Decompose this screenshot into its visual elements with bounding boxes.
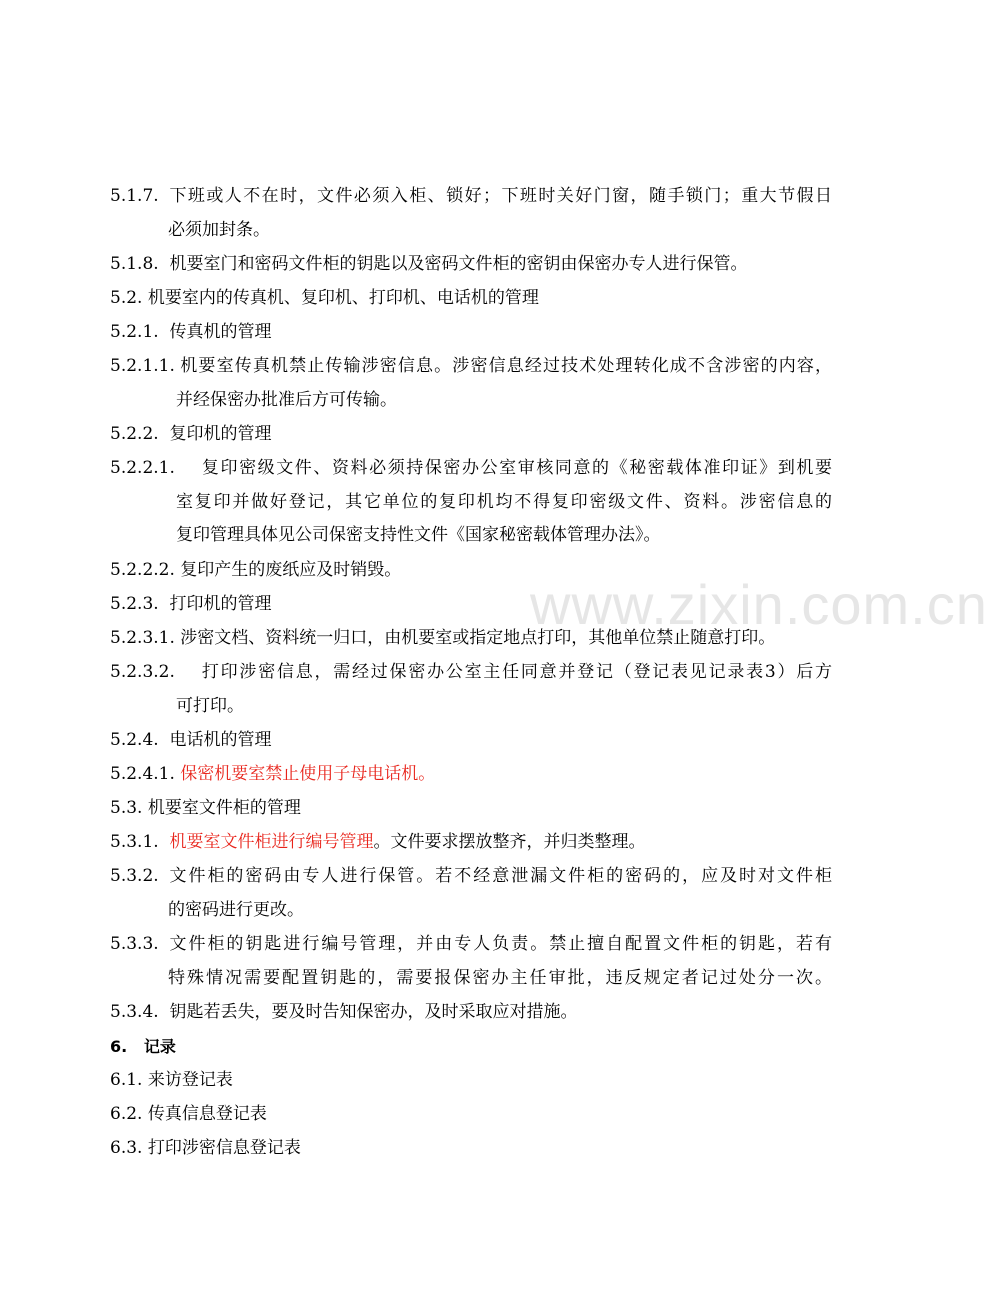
clause-text: 机要室门和密码文件柜的钥匙以及密码文件柜的密钥由保密办专人进行保管。 <box>169 254 748 274</box>
clause-number: 5.3.2. <box>110 866 170 886</box>
record-number: 6.1. <box>110 1070 148 1090</box>
section-title: 电话机的管理 <box>169 730 272 750</box>
section-5-2-2 <box>110 418 832 452</box>
section-title: 传真机的管理 <box>169 322 272 342</box>
section-5-2-3 <box>110 588 832 622</box>
clause-text: 钥匙若丢失，要及时告知保密办，及时采取应对措施。 <box>169 1002 578 1022</box>
clause-continuation: 并经保密办批准后方可传输。 <box>176 389 397 410</box>
clause-number: 5.1.8. <box>110 254 170 274</box>
clause-5-2-3-1 <box>110 622 832 656</box>
section-number: 5.2.1. <box>110 322 170 342</box>
clause-number: 5.3.1. <box>110 832 170 852</box>
clause-number: 5.2.3.1. <box>110 628 181 648</box>
clause-text: 复印产生的废纸应及时销毁。 <box>180 560 402 580</box>
clause-text: 复印密级文件、资料必须持保密办公室审核同意的《秘密载体准印证》到机要 <box>201 458 832 478</box>
clause-continuation: 必须加封条。 <box>168 219 270 240</box>
clause-continuation: 室复印并做好登记，其它单位的复印机均不得复印密级文件、资料。涉密信息的 <box>176 491 832 512</box>
clause-number: 5.2.1.1. <box>110 356 181 376</box>
clause-text: 文件柜的钥匙进行编号管理，并由专人负责。禁止擅自配置文件柜的钥匙，若有 <box>169 934 832 954</box>
section-number: 5.2.2. <box>110 424 170 444</box>
clause-continuation: 特殊情况需要配置钥匙的，需要报保密办主任审批，违反规定者记过处分一次。 <box>168 967 832 988</box>
clause-5-3-2 <box>110 860 832 927</box>
clause-5-3-4 <box>110 996 832 1030</box>
section-number: 5.2.4. <box>110 730 170 750</box>
section-number: 5.2.3. <box>110 594 170 614</box>
clause-text: 涉密文档、资料统一归口，由机要室或指定地点打印，其他单位禁止随意打印。 <box>180 628 776 648</box>
clause-number: 5.2.2.1. <box>110 458 202 478</box>
section-5-3 <box>110 792 832 826</box>
clause-5-2-4-1 <box>110 758 832 792</box>
clause-5-1-8 <box>110 248 832 282</box>
clause-text: 打印涉密信息，需经过保密办公室主任同意并登记（登记表见记录表3）后方 <box>201 662 832 682</box>
record-6-3 <box>110 1132 832 1166</box>
clause-5-3-1 <box>110 826 832 860</box>
clause-number: 5.1.7. <box>110 186 170 206</box>
record-6-1 <box>110 1064 832 1098</box>
section-title: 复印机的管理 <box>169 424 272 444</box>
clause-continuation: 可打印。 <box>176 695 244 716</box>
clause-continuation: 的密码进行更改。 <box>168 899 304 920</box>
clause-text: 。文件要求摆放整齐，并归类整理。 <box>373 832 646 852</box>
clause-number: 5.3.3. <box>110 934 170 954</box>
clause-text-highlighted: 机要室文件柜进行编号管理 <box>169 832 374 852</box>
section-6 <box>110 1030 832 1064</box>
section-title: 机要室内的传真机、复印机、打印机、电话机的管理 <box>147 288 539 308</box>
record-title: 打印涉密信息登记表 <box>147 1138 301 1158</box>
clause-5-2-3-2 <box>110 656 832 723</box>
clause-text-highlighted: 保密机要室禁止使用子母电话机。 <box>180 764 436 784</box>
section-5-2-1 <box>110 316 832 350</box>
clause-number: 5.3.4. <box>110 1002 170 1022</box>
record-number: 6.2. <box>110 1104 148 1124</box>
clause-number: 5.2.4.1. <box>110 764 181 784</box>
record-number: 6.3. <box>110 1138 148 1158</box>
clause-5-1-7 <box>110 180 832 247</box>
clause-5-2-1-1 <box>110 350 832 417</box>
clause-5-2-2-2 <box>110 554 832 588</box>
clause-number: 5.2.3.2. <box>110 662 202 682</box>
section-number: 6. <box>110 1037 144 1056</box>
clause-text: 机要室传真机禁止传输涉密信息。涉密信息经过技术处理转化成不含涉密的内容， <box>180 356 832 376</box>
section-number: 5.2. <box>110 288 148 308</box>
section-5-2-4 <box>110 724 832 758</box>
watermark: www.zixin.com.cn <box>530 573 988 636</box>
clause-continuation: 复印管理具体见公司保密支持性文件《国家秘密载体管理办法》。 <box>176 525 661 545</box>
clause-5-3-3 <box>110 928 832 995</box>
section-title: 打印机的管理 <box>169 594 272 614</box>
section-5-2 <box>110 282 832 316</box>
clause-5-2-2-1 <box>110 452 832 553</box>
section-title: 记录 <box>143 1037 176 1056</box>
record-title: 传真信息登记表 <box>147 1104 267 1124</box>
clause-number: 5.2.2.2. <box>110 560 181 580</box>
record-title: 来访登记表 <box>147 1070 233 1090</box>
section-number: 5.3. <box>110 798 148 818</box>
record-6-2 <box>110 1098 832 1132</box>
clause-text: 下班或人不在时，文件必须入柜、锁好；下班时关好门窗，随手锁门；重大节假日 <box>169 186 832 206</box>
section-title: 机要室文件柜的管理 <box>147 798 301 818</box>
clause-text: 文件柜的密码由专人进行保管。若不经意泄漏文件柜的密码的，应及时对文件柜 <box>169 866 832 886</box>
